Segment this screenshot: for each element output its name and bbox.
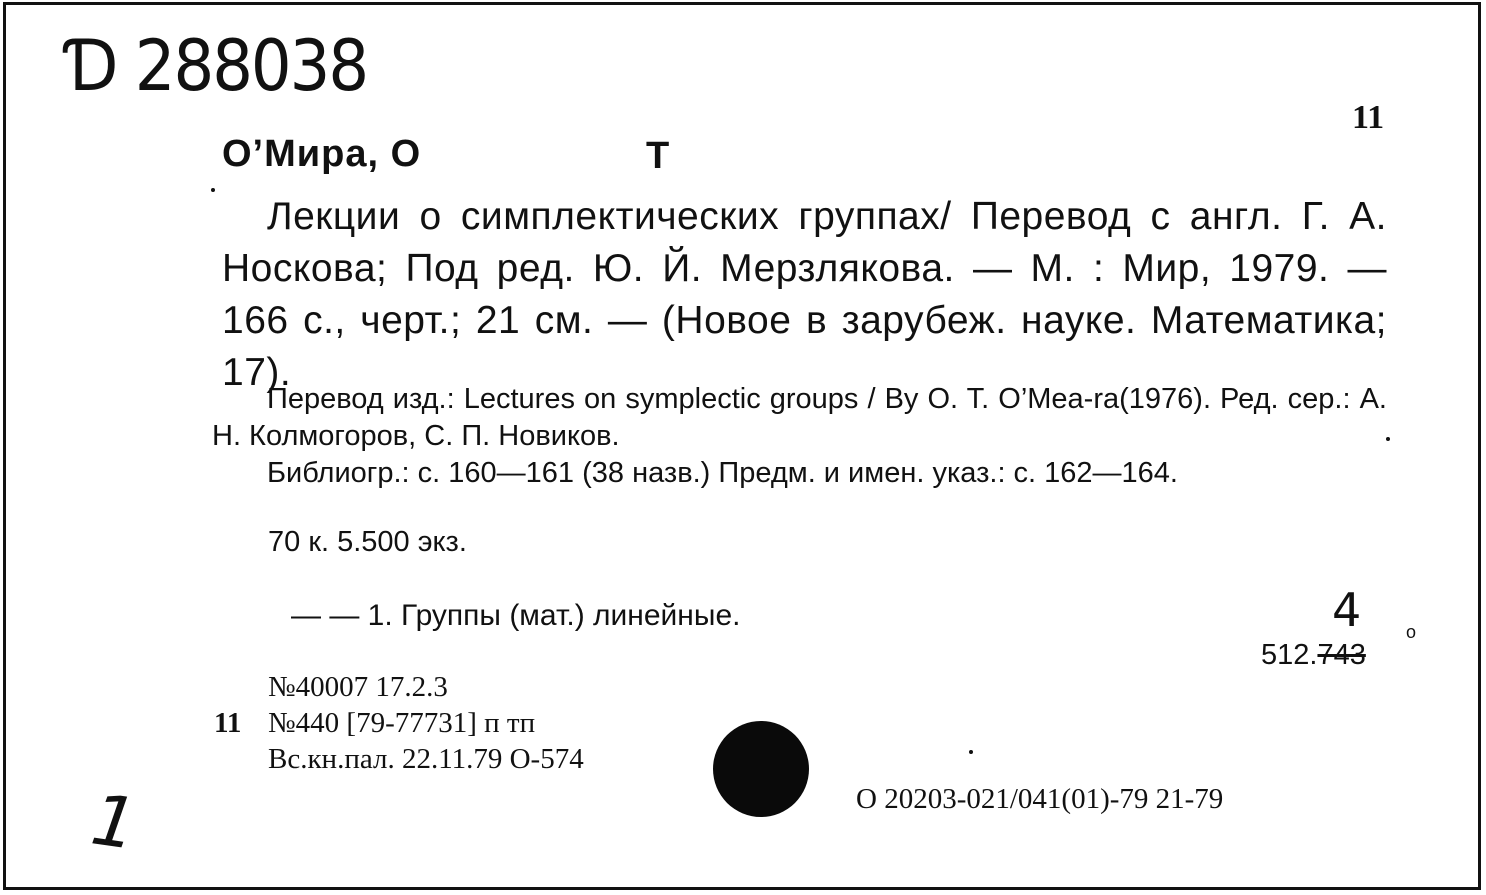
bibliographic-description: Лекции о симплектических группах/ Перевод с англ. Г. А. Носкова; Под ред. Ю. Й. Мерзлякова. — М. : Мир, 1979. — 166 с., черт.; 21 см. — (Новое в зарубеж. науке. Математика; 17).	[222, 195, 1387, 394]
udc-code	[1261, 636, 1366, 674]
classification-handwritten: 4	[1332, 583, 1360, 637]
print-line-1: №40007 17.2.3	[268, 671, 448, 703]
author-mark: Т	[646, 135, 670, 177]
subject-heading: — — 1. Группы (мат.) линейные.	[291, 599, 741, 632]
publisher-code: О 20203-021/041(01)-79 21-79	[856, 783, 1224, 815]
udc-struck-digits: 743	[1317, 639, 1366, 671]
print-line-2: №440 [79-77731] п тп	[268, 707, 536, 739]
udc-prefix: 512.	[1261, 639, 1318, 671]
print-line-2-number: 11	[214, 707, 242, 739]
punch-hole	[713, 721, 809, 817]
translation-note: Перевод изд.: Lectures on symplectic groups / By O. T. O’Mea-ra(1976). Ред. сер.: А. Н. Колмогоров, С. П. Новиков.	[212, 383, 1387, 452]
catalog-card	[3, 2, 1481, 890]
price-and-print-run: 70 к. 5.500 экз.	[268, 526, 467, 558]
bibliography-note: Библиогр.: с. 160—161 (38 назв.) Предм. и имен. указ.: с. 162—164.	[267, 457, 1178, 489]
speck	[1386, 437, 1390, 441]
speck	[211, 188, 215, 192]
author-heading: О’Мира, О	[222, 133, 422, 175]
inventory-number-handwritten: Ɗ 288038	[66, 26, 368, 108]
card-number: 11	[1352, 99, 1385, 136]
corner-handwritten-mark: 1	[86, 778, 141, 866]
print-line-3: Вс.кн.пал. 22.11.79 О-574	[268, 743, 584, 775]
speck	[969, 750, 973, 754]
udc-degree-mark: o	[1406, 622, 1417, 642]
